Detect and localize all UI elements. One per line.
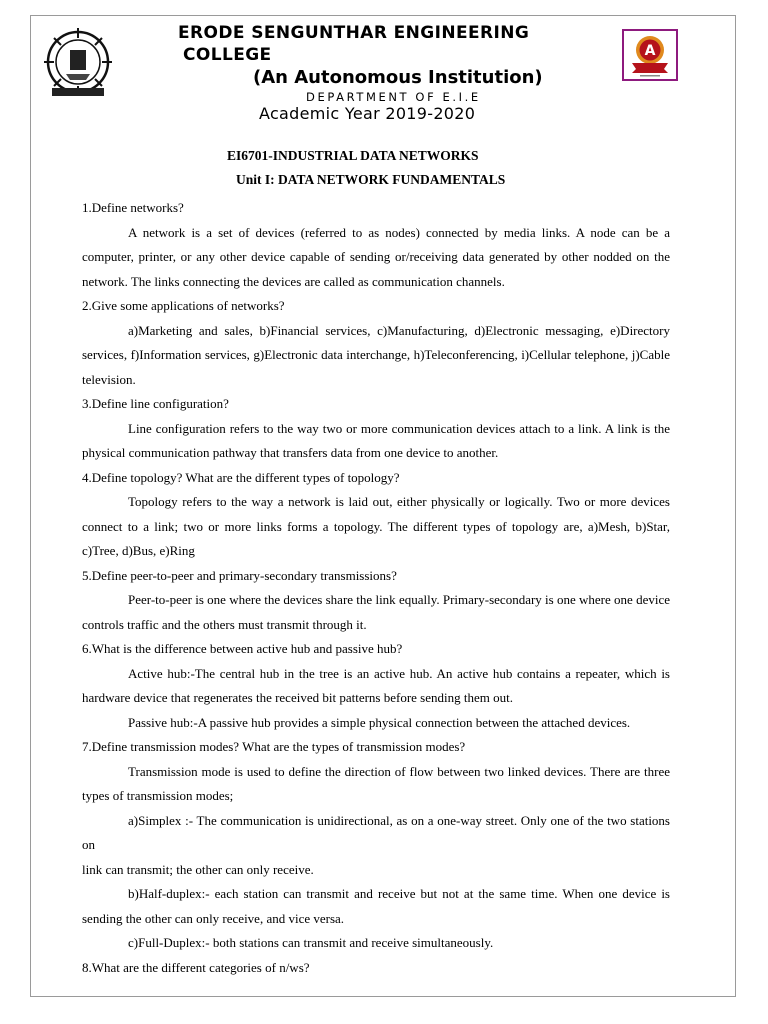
answer-7: Transmission mode is used to define the direction of flow between two linked devices. There are three types of transmission modes; — [82, 763, 670, 803]
department-name: DEPARTMENT OF E.I.E — [306, 90, 481, 104]
naac-badge-icon — [622, 29, 678, 81]
question-8: 8.What are the different categories of n/ws? — [82, 959, 310, 975]
question-7: 7.Define transmission modes? What are the types of transmission modes? — [82, 739, 466, 754]
unit-title: Unit I: DATA NETWORK FUNDAMENTALS — [236, 172, 506, 187]
question-3: 3.Define line configuration? — [82, 396, 229, 411]
answer-7-simplex: a)Simplex :- The communication is unidirectional, as on a one-way street. Only one of the two stations on — [82, 812, 670, 852]
question-4: 4.Define topology? What are the different types of topology? — [82, 469, 400, 485]
answer-6-active-hub: Active hub:-The central hub in the tree is an active hub. An active hub contains a repeater, which is hardware device that regenerates the received bit patterns before sending them out. — [82, 665, 670, 705]
answer-2: a)Marketing and sales, b)Financial services, c)Manufacturing, d)Electronic messaging, e)Directory services, f)Information services, g)Electronic data interchange, h)Teleconferencing, i)Cellular telephone, j)Cable television. — [82, 322, 670, 387]
answer-7-simplex-continued: link can transmit; the other can only receive. — [82, 861, 314, 877]
answer-7-full-duplex: c)Full-Duplex:- both stations can transmit and receive simultaneously. — [128, 935, 494, 950]
answer-5: Peer-to-peer is one where the devices share the link equally. Primary-secondary is one where one device controls traffic and the others must transmit through it. — [82, 592, 670, 632]
college-emblem-icon — [40, 24, 116, 100]
college-name-line2: COLLEGE — [183, 45, 272, 65]
answer-7-half-duplex: b)Half-duplex:- each station can transmit and receive but not at the same time. When one device is sending the other can only receive, and vice versa. — [82, 886, 670, 926]
naac-badge-letter: A — [644, 43, 656, 59]
answer-6-passive-hub: Passive hub:-A passive hub provides a simple physical connection between the attached devices. — [128, 714, 631, 730]
academic-year: Academic Year 2019-2020 — [259, 104, 476, 123]
answer-3: Line configuration refers to the way two or more communication devices attach to a link. A link is the physical communication pathway that transfers data from one device to another. — [82, 420, 670, 460]
question-2: 2.Give some applications of networks? — [82, 298, 285, 313]
question-1: 1.Define networks? — [82, 200, 184, 215]
question-6: 6.What is the difference between active hub and passive hub? — [82, 641, 403, 656]
autonomous-status: (An Autonomous Institution) — [253, 67, 543, 88]
answer-4: Topology refers to the way a network is laid out, either physically or logically. Two or more devices connect to a link; two or more links forms a topology. The different types of topology are, a)Mesh, b)Star, c)Tree, d)Bus, e)Ring — [82, 494, 670, 558]
question-5: 5.Define peer-to-peer and primary-secondary transmissions? — [82, 567, 397, 583]
college-name-line1: ERODE SENGUNTHAR ENGINEERING — [178, 23, 530, 43]
document-body — [82, 196, 670, 980]
course-title: EI6701-INDUSTRIAL DATA NETWORKS — [227, 148, 479, 163]
answer-1: A network is a set of devices (referred to as nodes) connected by media links. A node can be a computer, printer, or any other device capable of sending or/receiving data generated by other nodded on the network. The links connecting the devices are called as communication channels. — [82, 224, 670, 289]
